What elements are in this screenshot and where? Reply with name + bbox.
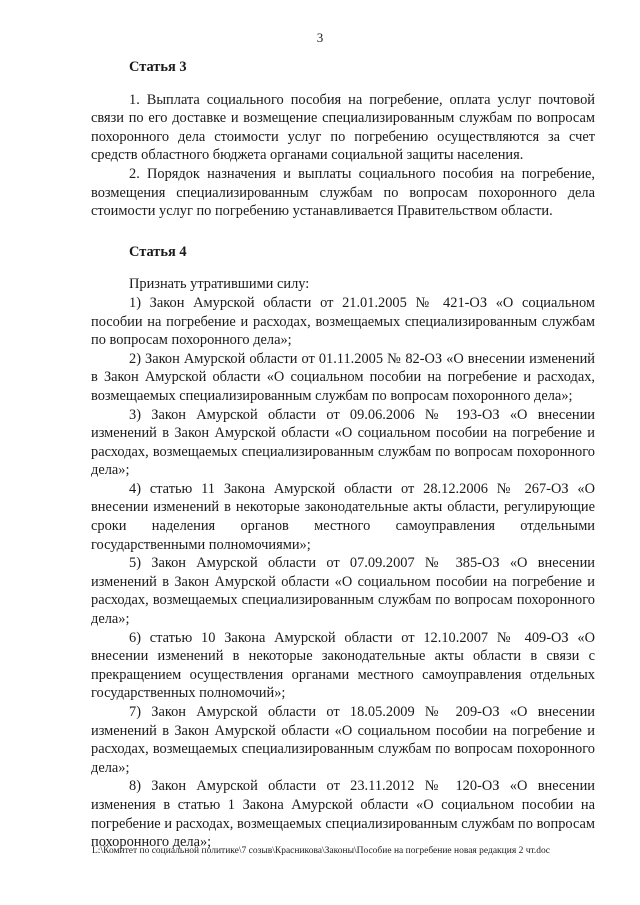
- document-body: [91, 58, 595, 852]
- article-4-item-1: 1) Закон Амурской области от 21.01.2005 № 421-ОЗ «О социальном пособии на погребение и расходах, возмещаемых специализированным службам по вопросам похоронного дела»;: [91, 294, 595, 349]
- article-4-item-5: 5) Закон Амурской области от 07.09.2007 № 385-ОЗ «О внесении изменений в Закон Амурской области «О социальном пособии на погребение и расходах, возмещаемых специализированным службам по вопросам похоронного дела»;: [91, 555, 595, 628]
- article-4-item-2: 2) Закон Амурской области от 01.11.2005 № 82-ОЗ «О внесении изменений в Закон Амурской области «О социальном пособии на погребение и расходах, возмещаемых специализированным службам по вопросам похоронного дела»;: [91, 350, 595, 404]
- article-4-item-6: 6) статью 10 Закона Амурской области от 12.10.2007 № 409-ОЗ «О внесении изменений в некоторые законодательные акты области в связи с прекращением осуществления органами местного самоуправления отдельных государственных полномочий»;: [91, 629, 595, 702]
- article-4-item-3: 3) Закон Амурской области от 09.06.2006 № 193-ОЗ «О внесении изменений в Закон Амурской области «О социальном пособии на погребение и расходах, возмещаемых специализированным службам по вопросам похоронного дела»;: [91, 406, 595, 479]
- article-4-intro: Признать утратившими силу:: [129, 276, 310, 293]
- article-4-item-7: 7) Закон Амурской области от 18.05.2009 № 209-ОЗ «О внесении изменений в Закон Амурской области «О социальном пособии на погребение и расходах, возмещаемых специализированным службам по вопросам похоронного дела»;: [91, 704, 595, 776]
- article-3-paragraph-2: 2. Порядок назначения и выплаты социального пособия на погребение, возмещения специализированным службам по вопросам похоронного дела стоимости услуг по погребению устанавливается Правительством области.: [91, 165, 595, 220]
- article-4-item-8: 8) Закон Амурской области от 23.11.2012 № 120-ОЗ «О внесении изменения в статью 1 Закона Амурской области «О социальном пособии на погребение и расходах, возмещаемых специализированным службам по вопросам похоронного дела»;: [91, 778, 595, 851]
- article-4-item-4: 4) статью 11 Закона Амурской области от 28.12.2006 № 267-ОЗ «О внесении изменений в некоторые законодательные акты области, регулирующие сроки наделения органов местного самоуправления отдельными государственными полномочиями»;: [91, 480, 595, 553]
- page-number: 3: [316, 30, 324, 45]
- file-path-footer: L:\Комитет по социальной политике\7 созыв\Красникова\Законы\Пособие на погребение новая редакция 2 чт.doc: [92, 846, 551, 856]
- article-4-title: Статья 4: [129, 243, 187, 260]
- article-3-title: Статья 3: [129, 59, 187, 75]
- article-3-paragraph-1: 1. Выплата социального пособия на погребение, оплата услуг почтовой связи по его доставке и возмещение специализированным службам по вопросам похоронного дела стоимости услуг по погребению осуществляются за счет средств областного бюджета органами социальной защиты населения.: [91, 91, 595, 164]
